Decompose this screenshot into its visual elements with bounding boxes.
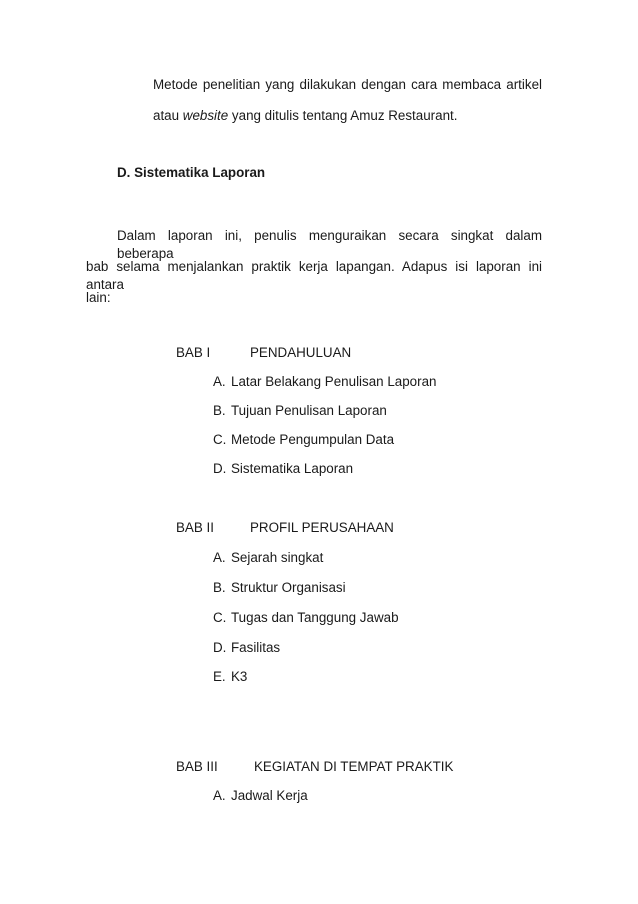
item-text: K3 [231, 669, 248, 684]
chapter-2-item [213, 668, 247, 686]
chapter-2-item [213, 549, 323, 567]
section-para-line-2: bab selama menjalankan praktik kerja lapangan. Adapus isi laporan ini antara [86, 259, 542, 292]
chapter-1-item [213, 460, 353, 478]
item-text: Struktur Organisasi [231, 580, 346, 595]
intro-website-word: website [182, 108, 229, 123]
chapter-2-item [213, 579, 346, 597]
item-letter: C. [213, 432, 227, 447]
section-para-line-3: lain: [86, 290, 111, 305]
intro-line-1: Metode penelitian yang dilakukan dengan cara membaca artikel [153, 77, 542, 92]
chapter-2-item [213, 609, 399, 627]
item-text: Metode Pengumpulan Data [231, 432, 395, 447]
item-letter: E. [213, 669, 226, 684]
chapter-1-number: BAB I [176, 345, 211, 360]
item-letter: C. [213, 610, 227, 625]
intro-line-2-pre: atau [153, 108, 183, 123]
item-letter: D. [213, 640, 227, 655]
item-text: Tugas dan Tanggung Jawab [231, 610, 399, 625]
item-text: Tujuan Penulisan Laporan [231, 403, 387, 418]
item-text: Fasilitas [231, 640, 281, 655]
item-letter: A. [213, 788, 226, 803]
chapter-2-number: BAB II [176, 520, 214, 535]
chapter-1-item [213, 431, 394, 449]
item-text: Sejarah singkat [231, 550, 324, 565]
chapter-3-title: KEGIATAN DI TEMPAT PRAKTIK [254, 759, 454, 774]
chapter-1-title: PENDAHULUAN [250, 345, 352, 360]
chapter-3-number: BAB III [176, 759, 218, 774]
item-text: Jadwal Kerja [231, 788, 308, 803]
chapter-1-item [213, 373, 436, 391]
chapter-2-item [213, 639, 280, 657]
item-text: Sistematika Laporan [231, 461, 354, 476]
section-heading: D. Sistematika Laporan [117, 165, 266, 180]
chapter-3-item [213, 787, 308, 805]
chapter-2-title: PROFIL PERUSAHAAN [250, 520, 394, 535]
intro-line-2 [153, 107, 457, 125]
item-letter: B. [213, 403, 226, 418]
item-letter: A. [213, 550, 226, 565]
item-letter: B. [213, 580, 226, 595]
section-para-line-1: Dalam laporan ini, penulis menguraikan secara singkat dalam beberapa [117, 228, 542, 261]
intro-line-2-post: yang ditulis tentang Amuz Restaurant. [228, 108, 458, 123]
item-text: Latar Belakang Penulisan Laporan [231, 374, 437, 389]
item-letter: D. [213, 461, 227, 476]
item-letter: A. [213, 374, 226, 389]
chapter-1-item [213, 402, 387, 420]
